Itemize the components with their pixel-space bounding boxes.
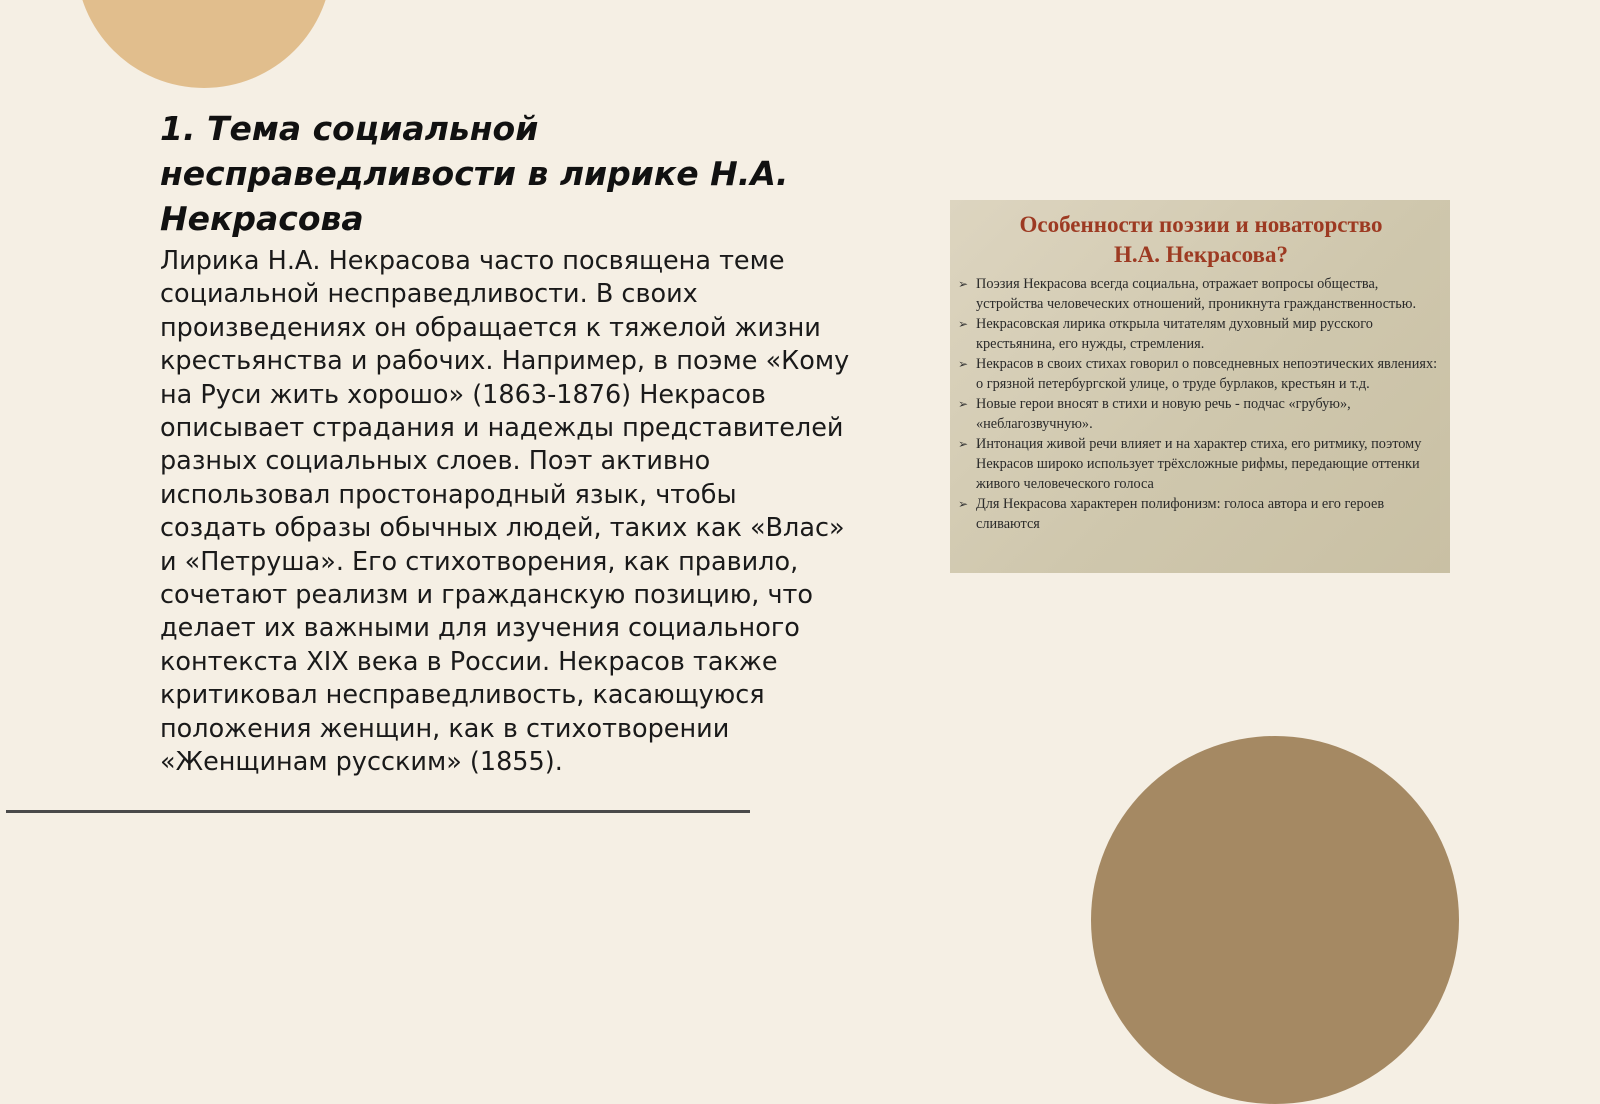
decorative-circle-top <box>76 0 332 88</box>
image-list-item-text: Некрасов в своих стихах говорил о повседневных непоэтических явлениях: о грязной петербургской улице, о труде бурлаков, крестьян и т.д. <box>976 356 1438 392</box>
image-list-item-text: Для Некрасова характерен полифонизм: голоса автора и его героев сливаются <box>976 496 1385 532</box>
arrow-bullet-icon: ➢ <box>958 317 969 331</box>
arrow-bullet-icon: ➢ <box>958 497 969 511</box>
image-list-item <box>958 354 1444 394</box>
image-title-line-2: Н.А. Некрасова? <box>1114 242 1288 267</box>
image-list-item-text: Интонация живой речи влияет и на характер стиха, его ритмику, поэтому Некрасов широко использует трёхсложные рифмы, передающие оттенки живого человеческого голоса <box>976 436 1422 492</box>
image-list-item <box>958 314 1444 354</box>
arrow-bullet-icon: ➢ <box>958 437 969 451</box>
arrow-bullet-icon: ➢ <box>958 277 969 291</box>
image-list-item-text: Некрасовская лирика открыла читателям духовный мир русского крестьянина, его нужды, стремления. <box>976 316 1373 352</box>
image-list-item <box>958 274 1444 314</box>
arrow-bullet-icon: ➢ <box>958 397 969 411</box>
embedded-slide-image <box>950 200 1450 573</box>
image-list-item <box>958 434 1444 494</box>
image-list-item-text: Новые герои вносят в стихи и новую речь - подчас «грубую», «неблагозвучную». <box>976 396 1351 432</box>
image-list-item <box>958 494 1444 534</box>
image-list-item <box>958 394 1444 434</box>
image-title-line-1: Особенности поэзии и новаторство <box>1019 212 1383 237</box>
image-list-item-text: Поэзия Некрасова всегда социальна, отражает вопросы общества, устройства человеческих отношений, проникнута гражданственностью. <box>976 276 1417 312</box>
arrow-bullet-icon: ➢ <box>958 357 969 371</box>
decorative-circle-bottom <box>1091 736 1459 1104</box>
slide-title: 1. Тема социальной несправедливости в лирике Н.А. Некрасова <box>160 109 789 238</box>
slide-body-text: Лирика Н.А. Некрасова часто посвящена теме социальной несправедливости. В своих произведениях он обращается к тяжелой жизни крестьянства и рабочих. Например, в поэме «Кому на Руси жить хорошо» (1863-1876) Некрасов описывает страдания и надежды представителей разных социальных слоев. Поэт активно использовал простонародный язык, чтобы создать образы обычных людей, таких как «Влас» и «Петруша». Его стихотворения, как правило, сочетают реализм и гражданскую позицию, что делает их важными для изучения социального контекста XIX века в России. Некрасов также критиковал несправедливость, касающуюся положения женщин, как в стихотворении «Женщинам русским» (1855). <box>160 246 850 778</box>
image-title <box>958 210 1444 270</box>
image-bullet-list <box>958 274 1444 534</box>
divider-line <box>6 810 750 813</box>
